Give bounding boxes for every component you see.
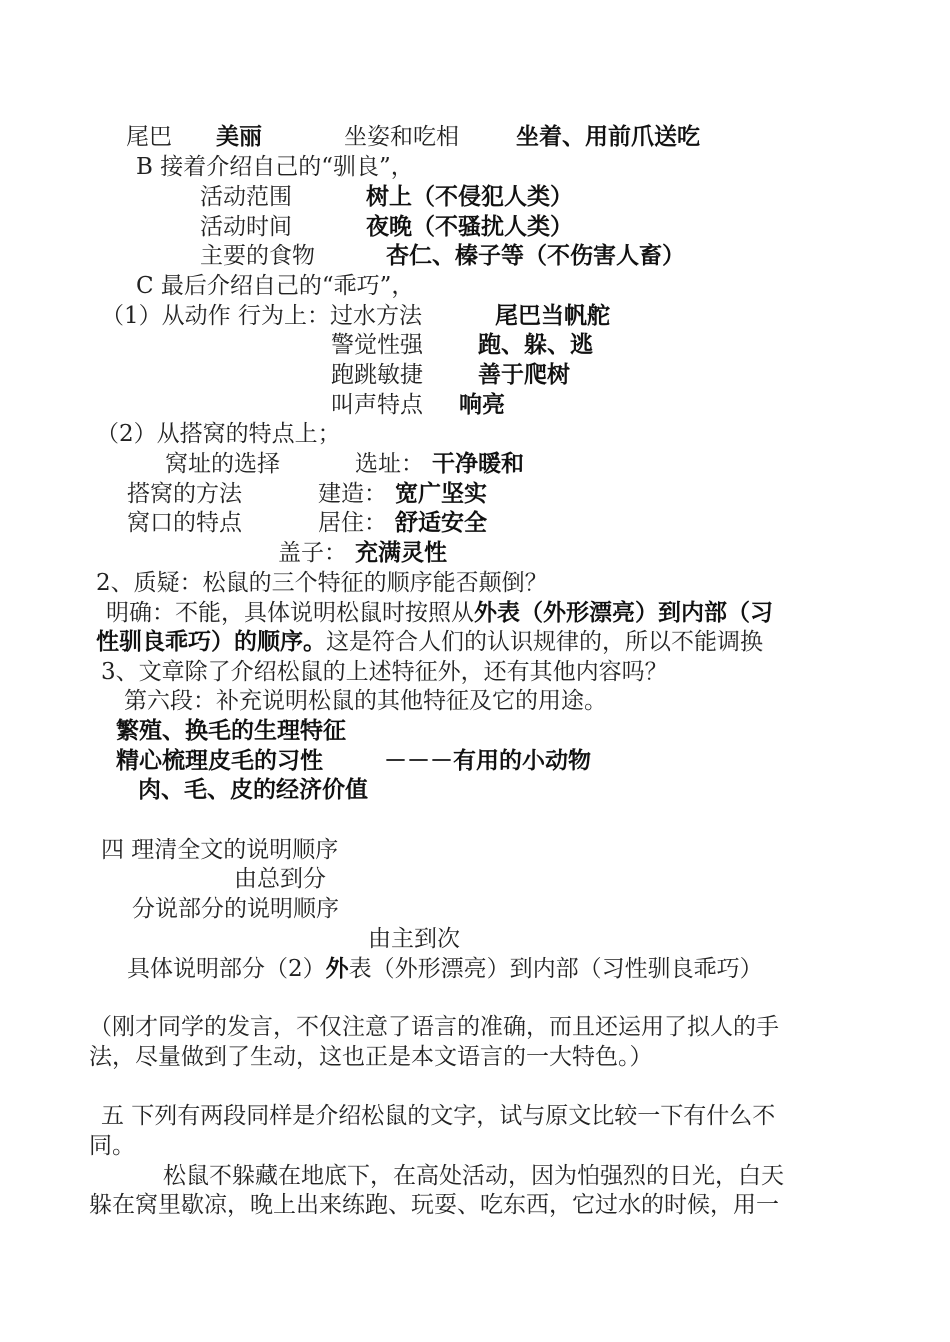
section-5-heading: 五 下列有两段同样是介绍松鼠的文字，试与原文比较一下有什么不 xyxy=(101,1103,776,1129)
tail-value: 美丽 xyxy=(216,124,262,150)
order-detail xyxy=(127,954,763,984)
b-item-value: 杏仁、榛子等（不伤害人畜） xyxy=(386,243,685,269)
c1-value: 尾巴当帆舵 xyxy=(495,303,610,329)
nest-label: 窝址的选择 xyxy=(165,451,280,477)
trait-item: 精心梳理皮毛的习性 xyxy=(116,748,323,774)
section-5-heading-cont: 同。 xyxy=(89,1133,135,1159)
nest-sub: 建造： xyxy=(318,481,387,507)
order-general: 由总到分 xyxy=(234,866,326,892)
b-item-label: 活动范围 xyxy=(200,184,292,210)
useful-animal: －－－有用的小动物 xyxy=(384,748,591,774)
order-detail-pre: 具体说明部分（2） xyxy=(127,956,326,982)
comment-line: 法，尽量做到了生动，这也正是本文语言的一大特色。） xyxy=(89,1044,653,1070)
nest-value: 宽广坚实 xyxy=(395,481,487,507)
answer-text: 这是符合人们的认识规律的，所以不能调换 xyxy=(326,629,763,655)
tail-label: 尾巴 xyxy=(126,124,172,150)
order-part: 分说部分的说明顺序 xyxy=(132,896,339,922)
c1-item-value: 跑、躲、逃 xyxy=(478,332,593,358)
nest-label: 窝口的特点 xyxy=(127,510,242,536)
question-3: 3、文章除了介绍松鼠的上述特征外，还有其他内容吗？ xyxy=(101,659,668,685)
answer-bold: 性驯良乖巧）的顺序。 xyxy=(96,629,326,655)
answer-line-1 xyxy=(106,598,773,628)
comment-line: （刚才同学的发言，不仅注意了语言的准确，而且还运用了拟人的手 xyxy=(89,1014,779,1040)
trait-item: 肉、毛、皮的经济价值 xyxy=(138,777,368,803)
c1-item-label: 警觉性强 xyxy=(331,332,423,358)
question-2: 2、质疑：松鼠的三个特征的顺序能否颠倒？ xyxy=(96,570,548,596)
order-detail-bold: 外 xyxy=(325,956,349,982)
c1-item-label: 跑跳敏捷 xyxy=(331,362,423,388)
b-item-label: 主要的食物 xyxy=(200,243,315,269)
nest-sub: 盖子： xyxy=(278,540,347,566)
posture-label: 坐姿和吃相 xyxy=(344,124,459,150)
answer-line-2 xyxy=(96,627,763,657)
paragraph-line: 松鼠不躲藏在地底下，在高处活动，因为怕强烈的日光，白天 xyxy=(163,1163,784,1189)
paragraph-line: 躲在窝里歇凉，晚上出来练跑、玩耍、吃东西，它过水的时候，用一 xyxy=(89,1192,779,1218)
answer-text: 明确：不能，具体说明松鼠时按照从 xyxy=(106,600,474,626)
c2-heading: （2）从搭窝的特点上； xyxy=(96,421,341,447)
order-main: 由主到次 xyxy=(368,926,460,952)
part-b-heading: B 接着介绍自己的“驯良”， xyxy=(136,154,414,180)
section-4-heading: 四 理清全文的说明顺序 xyxy=(101,837,339,863)
c1-item-value: 响亮 xyxy=(459,392,505,418)
b-item-label: 活动时间 xyxy=(200,214,292,240)
nest-label: 搭窝的方法 xyxy=(127,481,242,507)
nest-value: 舒适安全 xyxy=(395,510,487,536)
order-detail-post: 表（外形漂亮）到内部（习性驯良乖巧） xyxy=(348,956,763,982)
nest-sub: 居住： xyxy=(318,510,387,536)
trait-item: 繁殖、换毛的生理特征 xyxy=(116,718,346,744)
c1-item-value: 善于爬树 xyxy=(478,362,570,388)
nest-value: 干净暖和 xyxy=(432,451,524,477)
answer-bold: 外表（外形漂亮）到内部（习 xyxy=(474,600,773,626)
paragraph-6-note: 第六段：补充说明松鼠的其他特征及它的用途。 xyxy=(124,688,607,714)
nest-value: 充满灵性 xyxy=(355,540,447,566)
c1-prefix: （1）从动作 行为上：过水方法 xyxy=(101,303,422,329)
b-item-value: 树上（不侵犯人类） xyxy=(366,184,573,210)
c1-item-label: 叫声特点 xyxy=(331,392,423,418)
b-item-value: 夜晚（不骚扰人类） xyxy=(366,214,573,240)
posture-value: 坐着、用前爪送吃 xyxy=(516,124,700,150)
nest-sub: 选址： xyxy=(355,451,424,477)
part-c-heading: C 最后介绍自己的“乖巧”， xyxy=(136,273,415,299)
